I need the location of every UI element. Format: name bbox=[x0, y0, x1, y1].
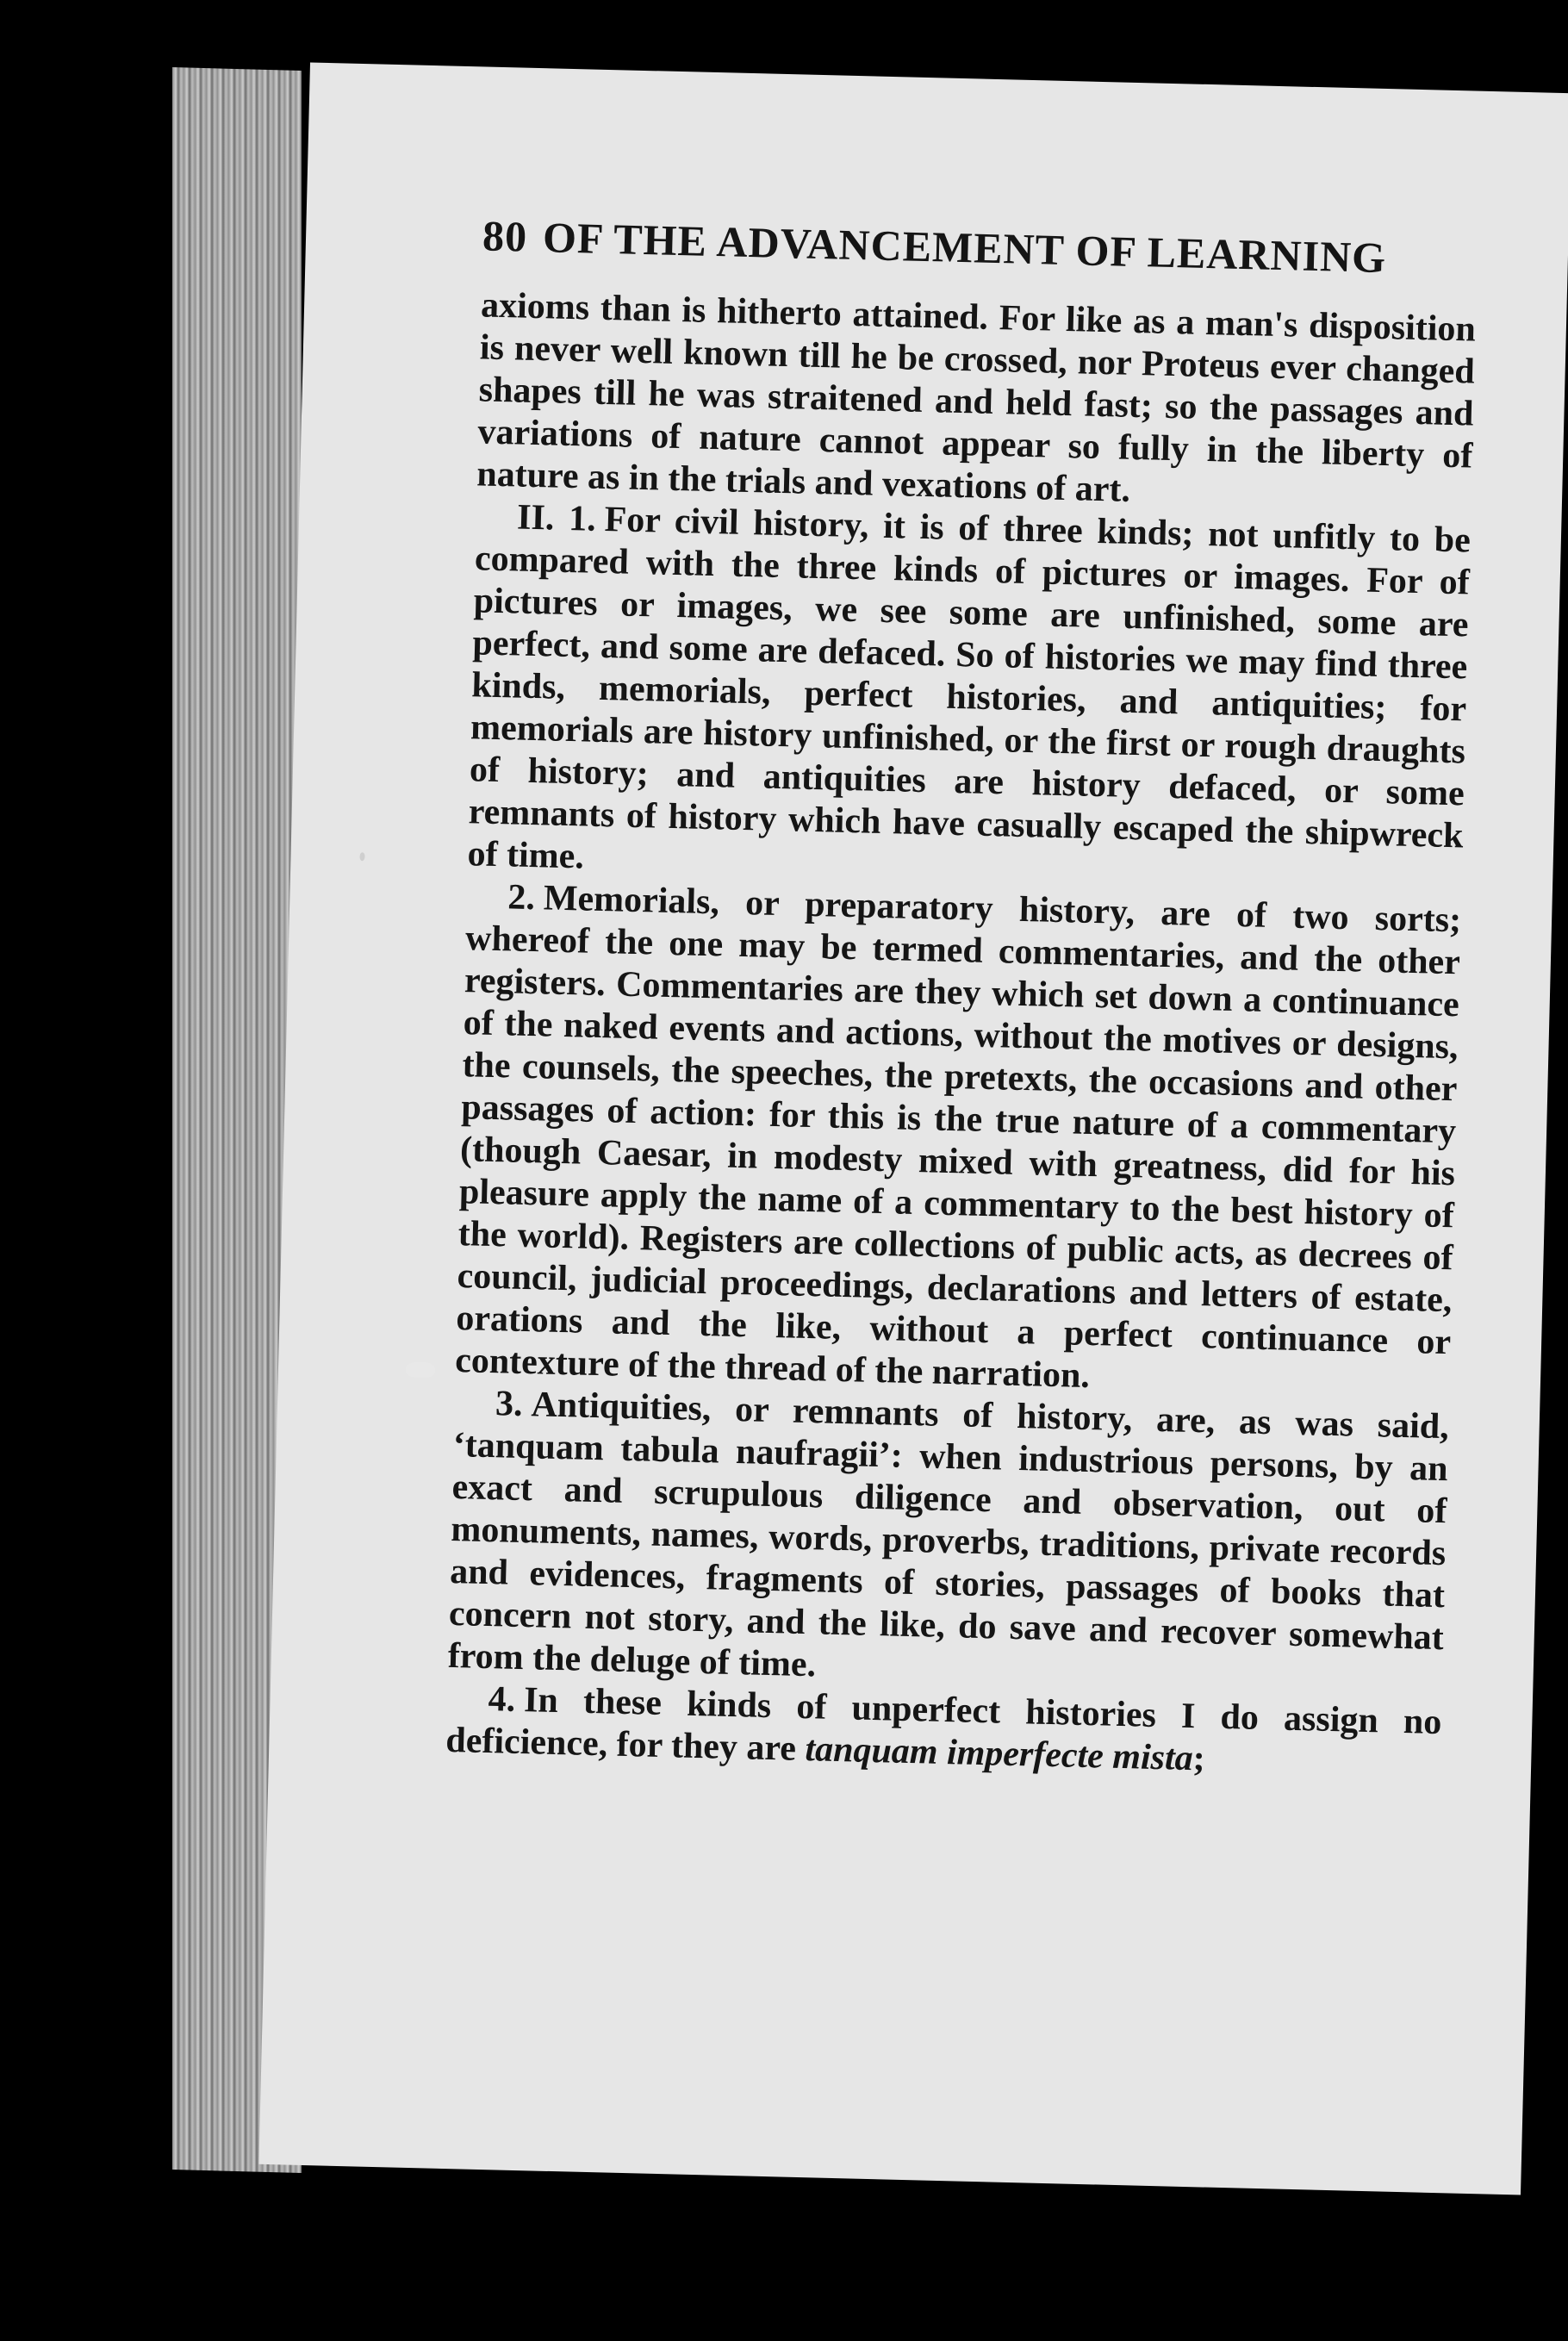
paragraph-number: 2. bbox=[507, 877, 536, 918]
paper-speck bbox=[359, 852, 364, 861]
paragraph-text: Memorials, or preparatory history, are of two sorts; whereof the one may be termed commentaries, and the other registers. Commentaries are they which set down a continuance of the naked events and actions, without the motives or designs, the counsels, the speeches, the pretexts, the occasions and other passages of action: for this is the true nature of a commentary (though Caesar, in modesty mixed with greatness, did for his pleasure apply the name of a commentary to the best history of the world). Registers are collections of public acts, as decrees of council, judicial proceedings, declarations and letters of estate, orations and the like, without a perfect continuance or contexture of the thread of the narration. bbox=[454, 878, 1462, 1397]
paragraph-number: 3. bbox=[495, 1384, 524, 1424]
book-page bbox=[258, 62, 1568, 2195]
latin-phrase: tanquam imperfecte mista bbox=[804, 1729, 1194, 1779]
paragraph-text: In these kinds of unperfect histories I do assign no deficience, for they are bbox=[445, 1680, 1442, 1769]
paragraph-text: Antiquities, or remnants of history, are, as was said, ‘tanquam tabula naufragii’: when industrious persons, by an exact and scrupulous diligence and observation, out of monuments, names, words, proverbs, traditions, private records and evidences, fragments of stories, passages of books that concern not story, and the like, do save and recover somewhat from the deluge of time. bbox=[447, 1385, 1450, 1685]
paragraph-number: II. 1. bbox=[516, 497, 597, 539]
paragraph-antiquities bbox=[447, 1382, 1449, 1702]
page-text-block bbox=[445, 209, 1478, 1786]
paragraph-number: 4. bbox=[488, 1679, 516, 1720]
paragraph-tail: ; bbox=[1192, 1739, 1206, 1779]
running-title: OF THE ADVANCEMENT OF LEARNING bbox=[542, 213, 1387, 283]
paragraph-continuation bbox=[476, 284, 1477, 520]
paragraph-text: axioms than is hitherto attained. For like as a man's disposition is never well known till he be crossed, nor Proteus ever changed shapes till he was straitened and held fast; so the passages and variations of nature cannot appear so fully in the liberty of nature as in the trials and vexations of art. bbox=[476, 285, 1477, 510]
paragraph-text: For civil history, it is of three kinds; not unfitly to be compared with the three kinds of pictures or images. For of pictures or images, we see some are unfinished, some are perfect, and some are defaced. So of histories we may find three kinds, memorials, perfect histories, and antiquities; for memorials are history unfinished, or the first or rough draughts of history; and antiquities are history defaced, or some remnants of history which have casually escaped the shipwreck of time. bbox=[467, 499, 1472, 877]
page-number: 80 bbox=[482, 211, 528, 261]
paragraph-memorials bbox=[455, 875, 1462, 1406]
paper-blot bbox=[406, 1362, 435, 1379]
running-head bbox=[482, 209, 1478, 286]
paragraph-civil-history bbox=[467, 495, 1471, 900]
